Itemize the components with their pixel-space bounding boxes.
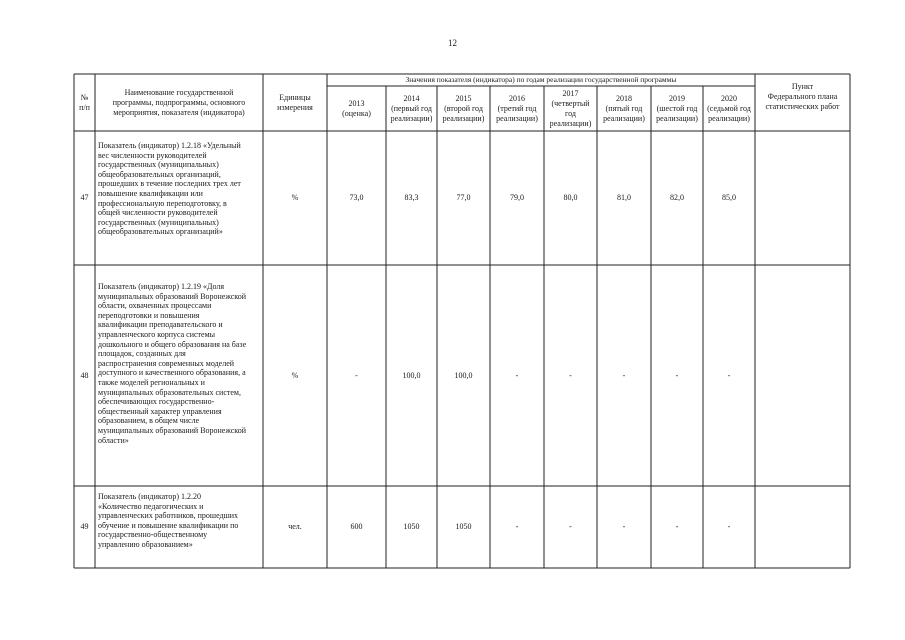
header-values-group: Значения показателя (индикатора) по годам реализации государственной программы [405, 75, 677, 84]
row-indicator-name: Показатель (индикатор) 1.2.18 «Удельный вес численности руководителей государственных (муниципальных) общеобразовательных организаций, прошедших в течение последних трех лет повышение квалификации или профессиональную переподготовку, в общей численности руководителей государственных (муниципальных) общеобразовательных организаций» [98, 141, 241, 237]
row-indicator-name: Показатель (индикатор) 1.2.20 «Количество педагогических и управленческих работников, прошедших обучение и повышение квалификации по государственно-общественному управлению образованием» [98, 492, 239, 549]
header-year-2019: 2019 (шестой год реализации) [656, 93, 698, 123]
value-2016: - [515, 522, 519, 532]
value-2015: 1050 [455, 522, 472, 532]
row-federal-plan [755, 131, 850, 265]
value-2018: - [622, 370, 626, 380]
value-2016: 79,0 [510, 193, 524, 203]
row-unit: чел. [288, 522, 302, 532]
row-num: 47 [80, 193, 89, 203]
row-unit: % [291, 193, 299, 203]
value-2013: 73,0 [349, 193, 364, 203]
value-2019: - [675, 522, 679, 532]
value-2017: - [569, 370, 572, 380]
value-2019: - [675, 370, 679, 380]
value-2018: - [622, 522, 626, 532]
value-2013: - [355, 370, 358, 380]
header-year-2017: 2017 (четвертый год реализации) [549, 88, 592, 128]
row-num: 49 [80, 522, 89, 532]
header-year-2015: 2015 (второй год реализации) [442, 93, 485, 123]
header-year-2020: 2020 (седьмой год реализации) [707, 93, 751, 123]
header-name: Наименование государственной программы, подпрограммы, основного мероприятия, показателя (индикатора) [112, 87, 246, 117]
header-year-2018: 2018 (пятый год реализации) [603, 93, 645, 123]
row-federal-plan [755, 486, 850, 568]
row-federal-plan [755, 265, 850, 486]
page-number: 12 [448, 38, 457, 48]
header-unit: Единицы измерения [277, 92, 313, 112]
header-num: № п/п [79, 92, 90, 112]
value-2017: - [569, 522, 572, 532]
header-year-2013: 2013 (оценка) [342, 98, 371, 118]
row-indicator-name: Показатель (индикатор) 1.2.19 «Доля муниципальных образований Воронежской области, охваченных процессами переподготовки и повышения квалификации преподавательского и управленческого корпуса системы дошкольного и общего образования на базе площадок, созданных для распространения современных моделей доступного и качественного образования, а также моделей региональных и муниципальных образовательных систем, обеспечивающих государственно- общественный характер управления образованием, в общем числе муниципальных образований Воронежской области» [98, 282, 247, 445]
value-2014: 1050 [403, 522, 420, 532]
value-2014: 100,0 [402, 370, 421, 380]
header-year-2016: 2016 (третий год реализации) [496, 93, 538, 123]
value-2018: 81,0 [617, 193, 631, 203]
header-federal-plan: Пункт Федерального плана статистических работ [765, 82, 840, 111]
row-num: 48 [80, 370, 89, 380]
value-2014: 83,3 [404, 193, 419, 203]
value-2015: 100,0 [454, 370, 473, 380]
value-2020: - [727, 370, 731, 380]
value-2020: - [727, 522, 731, 532]
value-2013: 600 [350, 522, 363, 532]
value-2019: 82,0 [670, 193, 684, 203]
value-2016: - [515, 370, 519, 380]
row-unit: % [291, 370, 299, 380]
value-2017: 80,0 [563, 193, 578, 203]
value-2020: 85,0 [722, 193, 736, 203]
header-year-2014: 2014 (первый год реализации) [390, 93, 433, 123]
value-2015: 77,0 [456, 193, 471, 203]
